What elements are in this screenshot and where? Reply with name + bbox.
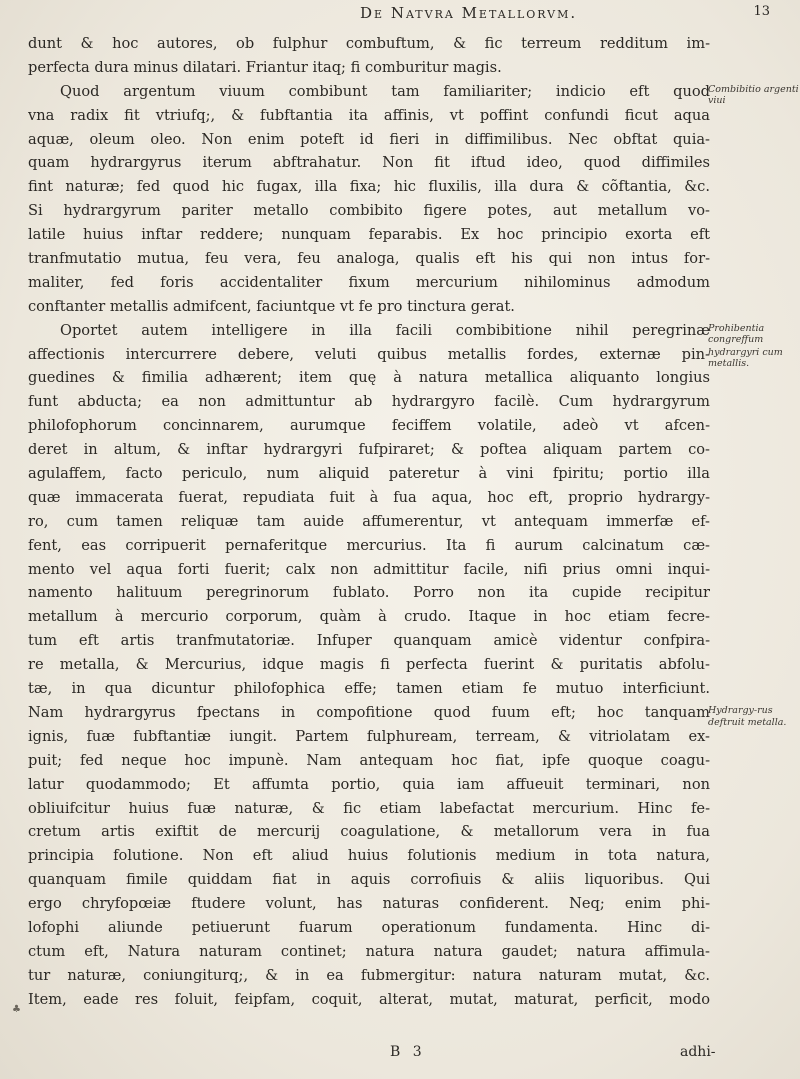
text-line: ergo chryfopœiæ ftudere volunt, has naturas confiderent. Neq; enim phi- bbox=[28, 895, 710, 913]
text-line: Item, eade res foluit, feipfam, coquit, alterat, mutat, maturat, perficit, modo bbox=[28, 990, 710, 1008]
text-line: dunt & hoc autores, ob fulphur combuftum, & fic terreum redditum im- bbox=[28, 35, 710, 52]
text-line: namento halituum peregrinorum fublato. Porro non ita cupide recipitur bbox=[28, 584, 710, 602]
text-line: cretum artis exiftit de mercurij coagulatione, & metallorum vera in fua bbox=[28, 823, 710, 841]
marginal-note: Combibitio argenti viui bbox=[708, 83, 799, 107]
text-line: perfecta dura minus dilatari. Friantur itaq; fi comburitur magis. bbox=[28, 58, 502, 76]
text-line: principia folutione. Non eft aliud huius folutionis medium in tota natura, bbox=[28, 847, 710, 865]
marginal-note: Prohibentia congreffum bbox=[708, 322, 765, 346]
text-line: Quod argentum viuum combibunt tam familiariter; indicio eft quod bbox=[60, 82, 710, 100]
catchword: adhi- bbox=[680, 1044, 716, 1060]
text-line: aquæ, oleum oleo. Non enim poteft id fieri in diffimilibus. Nec obftat quia- bbox=[28, 130, 710, 148]
text-line: lofophi aliunde petiuerunt fuarum operationum fundamenta. Hinc di- bbox=[28, 918, 710, 936]
text-line: metallum à mercurio corporum, quàm à crudo. Itaque in hoc etiam fecre- bbox=[28, 608, 710, 626]
text-line: quanquam fimile quiddam fiat in aquis corrofiuis & aliis liquoribus. Qui bbox=[28, 871, 710, 889]
page-number: 13 bbox=[753, 4, 770, 19]
text-line: ctum eft, Natura naturam continet; natura natura gaudet; natura affimula- bbox=[28, 942, 710, 960]
text-line: tæ, in qua dicuntur philofophica effe; tamen etiam fe mutuo interficiunt. bbox=[28, 680, 710, 698]
text-line: latur quodammodo; Et affumta portio, quia iam affueuit terminari, non bbox=[28, 775, 710, 793]
text-line: affectionis intercurrere debere, veluti quibus metallis fordes, externæ pin- bbox=[28, 345, 710, 363]
text-line: obliuifcitur huius fuæ naturæ, & fic etiam labefactat mercurium. Hinc fe- bbox=[28, 799, 710, 817]
marginal-note: Hydrargy-rus deftruit metalla. bbox=[708, 705, 787, 728]
text-line: tur naturæ, coniungiturq;, & in ea fubmergitur: natura naturam mutat, &c. bbox=[28, 966, 710, 984]
body-text bbox=[28, 32, 710, 1012]
text-line: Oportet autem intelligere in illa facili combibitione nihil peregrinæ bbox=[60, 321, 710, 339]
text-line: vna radix fit vtriufq;, & fubftantia ita affinis, vt poffint confundi ficut aqua bbox=[28, 106, 710, 124]
text-line: ro, cum tamen reliquæ tam auide affumerentur, vt antequam immerfæ ef- bbox=[28, 512, 710, 530]
signature-mark: B 3 bbox=[390, 1044, 426, 1060]
text-line: fint naturæ; fed quod hic fugax, illa fixa; hic fluxilis, illa dura & cõftantia, &c. bbox=[28, 178, 710, 196]
text-line: guedines & fimilia adhærent; item quę à natura metallica aliquanto longius bbox=[28, 369, 710, 387]
text-line: re metalla, & Mercurius, idque magis fi perfecta fuerint & puritatis abfolu- bbox=[28, 656, 710, 674]
text-line: Nam hydrargyrus fpectans in compofitione quod fuum eft; hoc tanquam bbox=[28, 703, 710, 721]
text-line: quam hydrargyrus iterum abftrahatur. Non fit iftud ideo, quod diffimiles bbox=[28, 154, 710, 172]
text-line: Si hydrargyrum pariter metallo combibito figere potes, aut metallum vo- bbox=[28, 202, 710, 220]
ornament-mark: ♣ bbox=[12, 1004, 21, 1015]
text-line: tum eft artis tranfmutatoriæ. Infuper quanquam amicè videntur confpira- bbox=[28, 632, 710, 650]
text-line: latile huius inftar reddere; nunquam feparabis. Ex hoc principio exorta eft bbox=[28, 226, 710, 244]
text-line: funt abducta; ea non admittuntur ab hydrargyro facilè. Cum hydrargyrum bbox=[28, 393, 710, 411]
text-line: philofophorum concinnarem, aurumque feciffem volatile, adeò vt afcen- bbox=[28, 417, 710, 435]
text-line: deret in altum, & inftar hydrargyri fufpiraret; & poftea aliquam partem co- bbox=[28, 441, 710, 459]
text-line: quæ immacerata fuerat, repudiata fuit à fua aqua, hoc eft, proprio hydrargy- bbox=[28, 488, 710, 506]
page-footer bbox=[0, 1040, 800, 1070]
text-line: ignis, fuæ fubftantiæ iungit. Partem fulphuream, terream, & vitriolatam ex- bbox=[28, 727, 710, 745]
text-line: puit; fed neque hoc impunè. Nam antequam hoc fiat, ipfe quoque coagu- bbox=[28, 751, 710, 769]
text-line: conftanter metallis admifcent, faciuntque vt fe pro tinctura gerat. bbox=[28, 297, 515, 315]
page-header bbox=[60, 4, 770, 26]
text-line: fent, eas corripuerit pernaferitque mercurius. Ita fi aurum calcinatum cæ- bbox=[28, 536, 710, 554]
text-line: tranfmutatio mutua, feu vera, feu analoga, qualis eft his qui non intus for- bbox=[28, 250, 710, 268]
text-line: mento vel aqua forti fuerit; calx non admittitur facile, nifi prius omni inqui- bbox=[28, 560, 710, 578]
text-line: maliter, fed foris accidentaliter fixum mercurium nihilominus admodum bbox=[28, 273, 710, 291]
running-head: De Natvra Metallorvm. bbox=[360, 4, 578, 22]
text-line: agulaffem, facto periculo, num aliquid pateretur à vini fpiritu; portio illa bbox=[28, 465, 710, 483]
marginal-note: hydrargyri cum metallis. bbox=[708, 346, 783, 370]
